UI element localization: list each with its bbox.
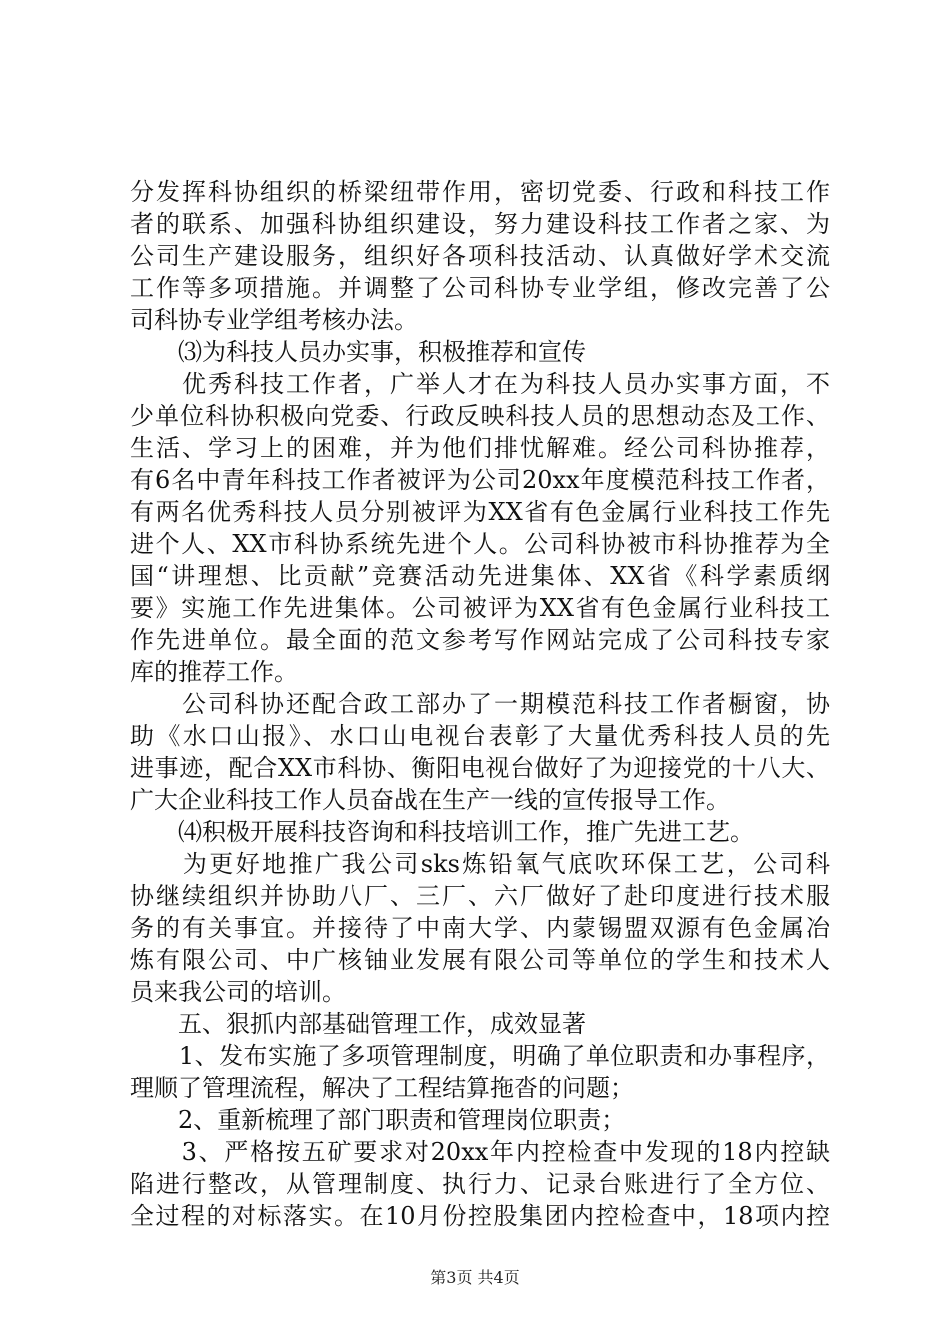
text-line: 有6名中青年科技工作者被评为公司20xx年度模范科技工作者， [130, 466, 830, 494]
text-line: 炼有限公司、中广核铀业发展有限公司等单位的学生和技术人 [130, 946, 830, 974]
text-line: 务的有关事宜。并接待了中南大学、内蒙锡盟双源有色金属冶 [130, 914, 830, 942]
text-line: 1、发布实施了多项管理制度，明确了单位职责和办事程序， [130, 1042, 830, 1070]
text-line: 五、狠抓内部基础管理工作，成效显著 [130, 1010, 586, 1038]
text-line: 要》实施工作先进集体。公司被评为XX省有色金属行业科技工 [130, 594, 830, 622]
text-line: 陷进行整改，从管理制度、执行力、记录台账进行了全方位、 [130, 1170, 830, 1198]
text-line: 公司科协还配合政工部办了一期模范科技工作者橱窗，协 [130, 690, 830, 718]
text-line: 协继续组织并协助八厂、三厂、六厂做好了赴印度进行技术服 [130, 882, 830, 910]
text-line: 广大企业科技工作人员奋战在生产一线的宣传报导工作。 [130, 786, 730, 814]
text-line: 工作等多项措施。并调整了公司科协专业学组，修改完善了公 [130, 274, 830, 302]
text-line: ⑷积极开展科技咨询和科技培训工作，推广先进工艺。 [130, 818, 754, 846]
text-line: 2、重新梳理了部门职责和管理岗位职责； [130, 1106, 626, 1134]
text-line: 库的推荐工作。 [130, 658, 298, 686]
text-line: 为更好地推广我公司sks炼铅氧气底吹环保工艺，公司科 [130, 850, 830, 878]
text-line: 作先进单位。最全面的范文参考写作网站完成了公司科技专家 [130, 626, 830, 654]
text-line: 少单位科协积极向党委、行政反映科技人员的思想动态及工作、 [130, 402, 830, 430]
text-line: 公司生产建设服务，组织好各项科技活动、认真做好学术交流 [130, 242, 830, 270]
document-body [130, 176, 830, 1232]
text-line: 国“讲理想、比贡献”竞赛活动先进集体、XX省《科学素质纲 [130, 562, 830, 590]
text-line: 理顺了管理流程，解决了工程结算拖沓的问题； [130, 1074, 634, 1102]
text-line: 员来我公司的培训。 [130, 978, 346, 1006]
text-line: 者的联系、加强科协组织建设，努力建设科技工作者之家、为 [130, 210, 830, 238]
text-line: 全过程的对标落实。在10月份控股集团内控检查中，18项内控 [130, 1202, 830, 1230]
text-line: 助《水口山报》、水口山电视台表彰了大量优秀科技人员的先 [130, 722, 830, 750]
text-line: 司科协专业学组考核办法。 [130, 306, 418, 334]
text-line: 进个人、XX市科协系统先进个人。公司科协被市科协推荐为全 [130, 530, 830, 558]
page-footer: 第3页 共4页 [430, 1268, 520, 1287]
text-line: 生活、学习上的困难，并为他们排忧解难。经公司科协推荐， [130, 434, 830, 462]
text-line: 优秀科技工作者，广举人才在为科技人员办实事方面，不 [130, 370, 830, 398]
text-line: 进事迹，配合XX市科协、衡阳电视台做好了为迎接党的十八大、 [130, 754, 830, 782]
text-line: 有两名优秀科技人员分别被评为XX省有色金属行业科技工作先 [130, 498, 830, 526]
text-line: 3、严格按五矿要求对20xx年内控检查中发现的18内控缺 [130, 1138, 830, 1166]
text-line: ⑶为科技人员办实事，积极推荐和宣传 [130, 338, 586, 366]
text-line: 分发挥科协组织的桥梁纽带作用，密切党委、行政和科技工作 [130, 178, 830, 206]
